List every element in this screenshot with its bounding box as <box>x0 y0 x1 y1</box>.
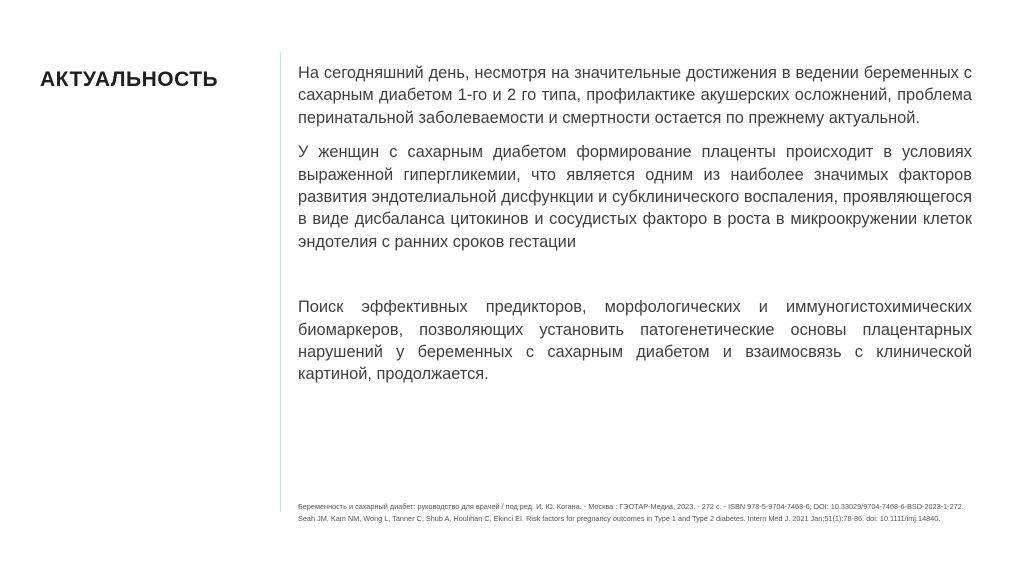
paragraph-placenta: У женщин с сахарным диабетом формирование плаценты происходит в условиях выраженной гипергликемии, что является одним из наиболее значимых факторов развития эндотелиальной дисфункции и субклинического воспаления, проявляющегося в виде дисбаланса цитокинов и сосудистых факторо в роста в микроокружении клеток эндотелия с ранних сроков гестации <box>298 143 972 251</box>
paragraph-relevance: На сегодняшний день, несмотря на значительные достижения в ведении беременных с сахарным диабетом 1-го и 2 го типа, профилактике акушерских осложнений, проблема перинатальной заболеваемости и смертности остается по прежнему актуальной. <box>298 64 972 127</box>
vertical-divider <box>280 52 281 512</box>
slide-content <box>298 62 972 386</box>
reference-item: Seah JM, Kam NM, Wong L, Tanner C, Shub A, Houlihan C, Ekinci EI. Risk factors for pregnancy outcomes in Type 1 and Type 2 diabetes. Intern Med J. 2021 Jan;51(1):78-86. doi: 10.1111/imj.14840. <box>298 513 941 523</box>
references <box>298 501 970 524</box>
slide-title: АКТУАЛЬНОСТЬ <box>40 68 219 91</box>
reference-item: Беременность и сахарный диабет: руководство для врачей / под ред. И. Ю. Когана. - Москва : ГЭОТАР-Медиа, 2023. - 272 с. - ISBN 978-5-9704-7468-6, DOI: 10.33029/9704-7468-6-BSD-2023-1-272. <box>298 502 964 511</box>
paragraph-research: Поиск эффективных предикторов, морфологических и иммуногистохимических биомаркеров, позволяющих установить патогенетические основы плацентарных нарушений у беременных с сахарным диабетом и взаимосвязь с клинической картиной, продолжается. <box>298 298 972 384</box>
